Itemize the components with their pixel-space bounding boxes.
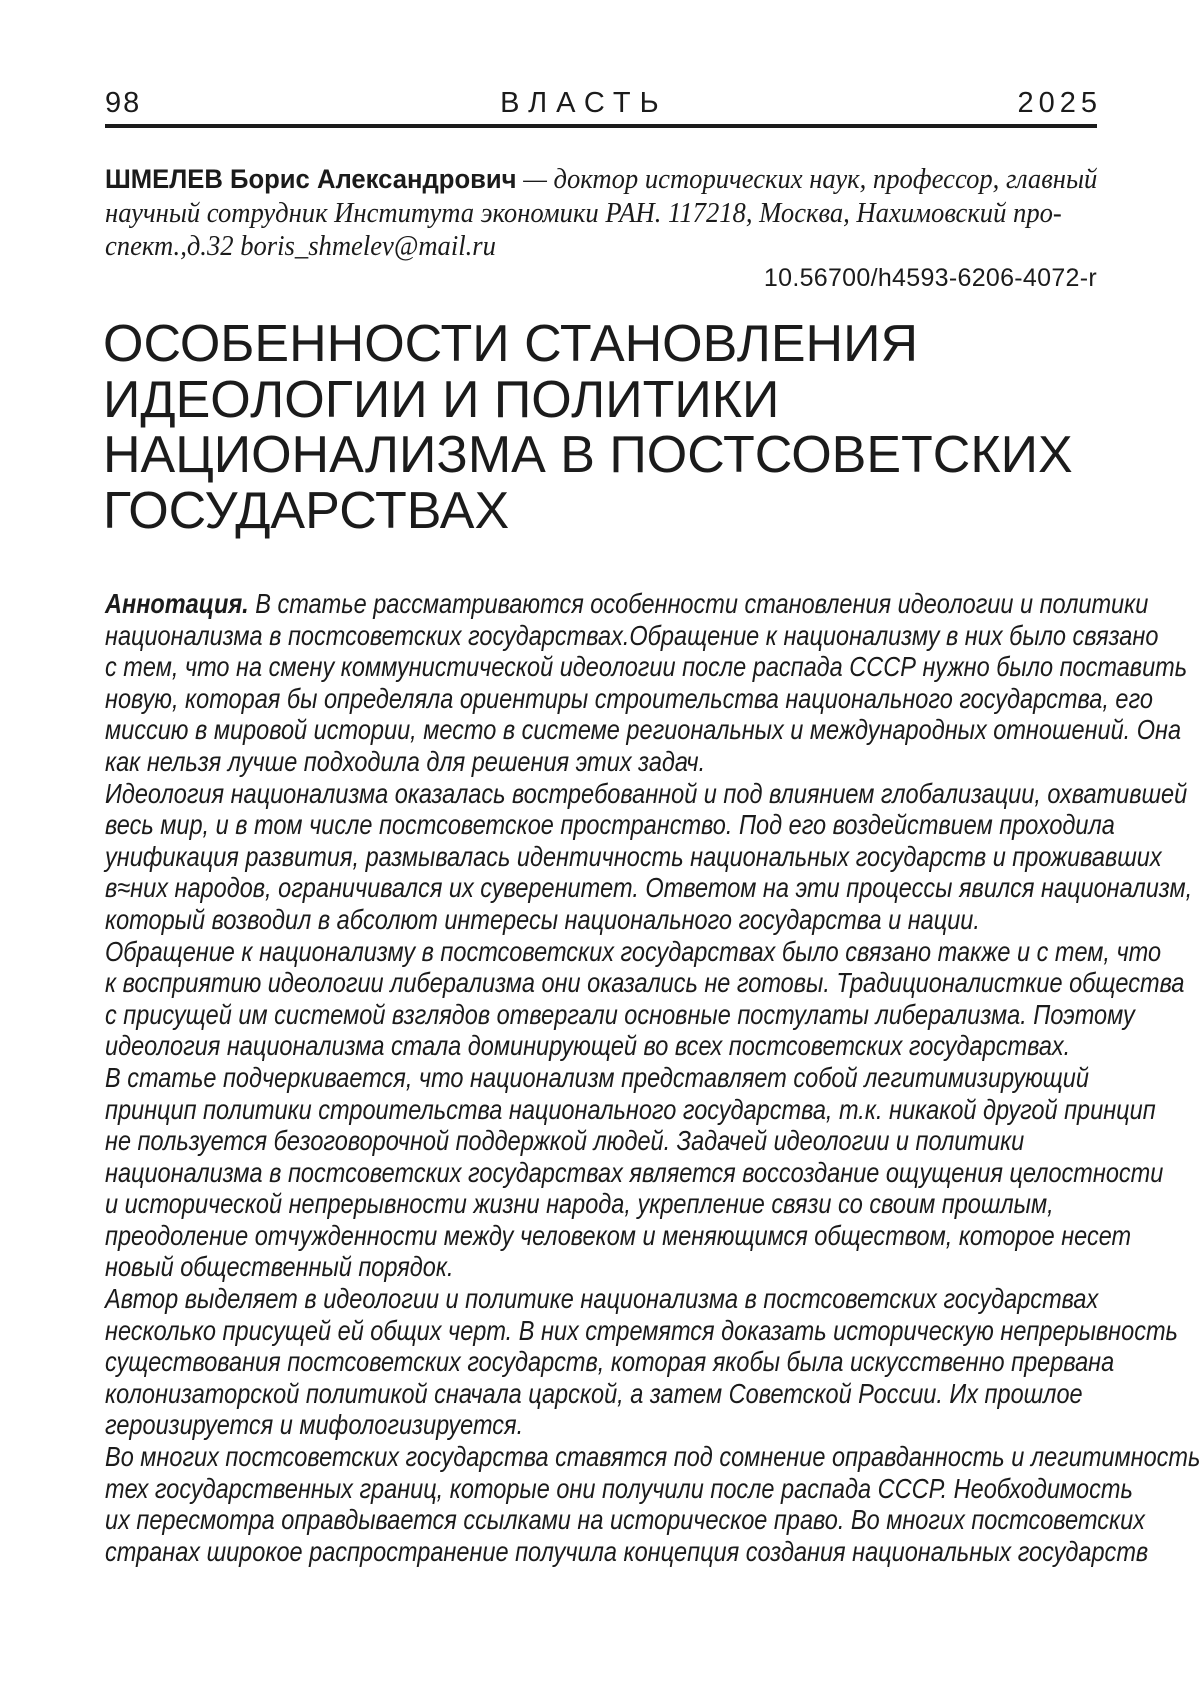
abstract [105,588,1200,1567]
abstract-first-line-text: В статье рассматриваются особенности становления идеологии и политики [248,588,1149,619]
doi: 10.56700/h4593-6206-4072-r [763,264,1097,292]
abstract-line: к восприятию идеологии либерализма они оказались не готовы. Традиционалисткие общества [105,967,1185,999]
author-degrees: — доктор исторических наук, профессор, главный [516,164,1098,195]
abstract-line: как нельзя лучше подходила для решения этих задач. [105,745,706,777]
article-title [103,317,1113,539]
running-head [105,87,1102,128]
abstract-line: Автор выделяет в идеологии и политике национализма в постсоветских государствах [105,1283,1099,1315]
abstract-line: Идеология национализма оказалась востребованной и под влиянием глобализации, охватившей [105,777,1188,809]
article-title-line: ОСОБЕННОСТИ СТАНОВЛЕНИЯ [103,315,919,373]
abstract-line: весь мир, и в том числе постсоветское пространство. Под его воздействием проходила [105,809,1115,841]
abstract-line: героизируется и мифологизируется. [105,1409,524,1441]
abstract-line: новый общественный порядок. [105,1251,454,1283]
abstract-line: который возводил в абсолют интересы национального государства и нации. [105,903,980,935]
journal-year: 2025 [1017,87,1102,119]
abstract-line: В статье подчеркивается, что национализм представляет собой легитимизирующий [105,1061,1089,1093]
abstract-label: Аннотация. [105,588,249,619]
abstract-line: новую, которая бы определяла ориентиры строительства национального государства, его [105,682,1153,714]
abstract-line: миссию в мировой истории, место в системе региональных и международных отношений. Она [105,714,1182,746]
journal-title: ВЛАСТЬ [500,87,668,119]
article-title-line: ГОСУДАРСТВАХ [103,481,510,540]
abstract-first-line [105,588,1200,620]
abstract-line: с присущей им системой взглядов отвергали основные постулаты либерализма. Поэтому [105,998,1135,1030]
author-line-2: научный сотрудник Института экономики РАН. 117218, Москва, Нахимовский про- [105,197,1062,229]
abstract-line: их пересмотра оправдывается ссылками на историческое право. Во многих постсоветских [105,1504,1145,1536]
abstract-line: идеология национализма стала доминирующей во всех постсоветских государствах. [105,1030,1071,1062]
article-title-line: ИДЕОЛОГИИ И ПОЛИТИКИ [103,370,780,429]
abstract-line: Во многих постсоветских государства ставятся под сомнение оправданность и легитимность [105,1441,1200,1473]
abstract-line: тех государственных границ, которые они получили после распада СССР. Необходимость [105,1472,1133,1504]
author-line-1 [105,163,1150,197]
abstract-body [105,620,1200,1568]
abstract-line: преодоление отчужденности между человеком и меняющимся обществом, которое несет [105,1219,1132,1251]
abstract-line: не пользуется безоговорочной поддержкой людей. Задачей идеологии и политики [105,1125,1025,1157]
author-block [105,163,1150,264]
abstract-line: несколько присущей ей общих черт. В них стремятся доказать историческую непрерывность [105,1314,1178,1346]
article-title-line: НАЦИОНАЛИЗМА В ПОСТСОВЕТСКИХ [103,426,1073,484]
author-line-3: спект.,д.32 boris_shmelev@mail.ru [105,231,496,262]
abstract-line: и исторической непрерывности жизни народа, укрепление связи со своим прошлым, [105,1188,1054,1220]
abstract-line: странах широкое распространение получила концепция создания национальных государств [105,1535,1149,1567]
abstract-line: унификация развития, размывалась идентичность национальных государств и проживавших [105,840,1162,872]
abstract-line: национализма в постсоветских государствах является воссоздание ощущения целостности [105,1156,1164,1188]
author-name: ШМЕЛЕВ Борис Александрович [105,164,517,194]
abstract-line: принцип политики строительства национального государства, т.к. никакой другой принцип [105,1093,1156,1125]
abstract-line: колонизаторской политикой сначала царской, а затем Советской России. Их прошлое [105,1377,1083,1409]
page-number: 98 [105,87,142,119]
abstract-line: национализма в постсоветских государствах.Обращение к национализму в них было связано [105,619,1159,651]
abstract-line: Обращение к национализму в постсоветских государствах было связано также и с тем, что [105,935,1162,967]
abstract-line: существования постсоветских государств, которая якобы была искусственно прервана [105,1346,1115,1378]
abstract-line: с тем, что на смену коммунистической идеологии после распада СССР нужно было поставить [105,651,1188,683]
abstract-line: в≈них народов, ограничивался их суверенитет. Ответом на эти процессы явился национализм, [105,872,1193,904]
